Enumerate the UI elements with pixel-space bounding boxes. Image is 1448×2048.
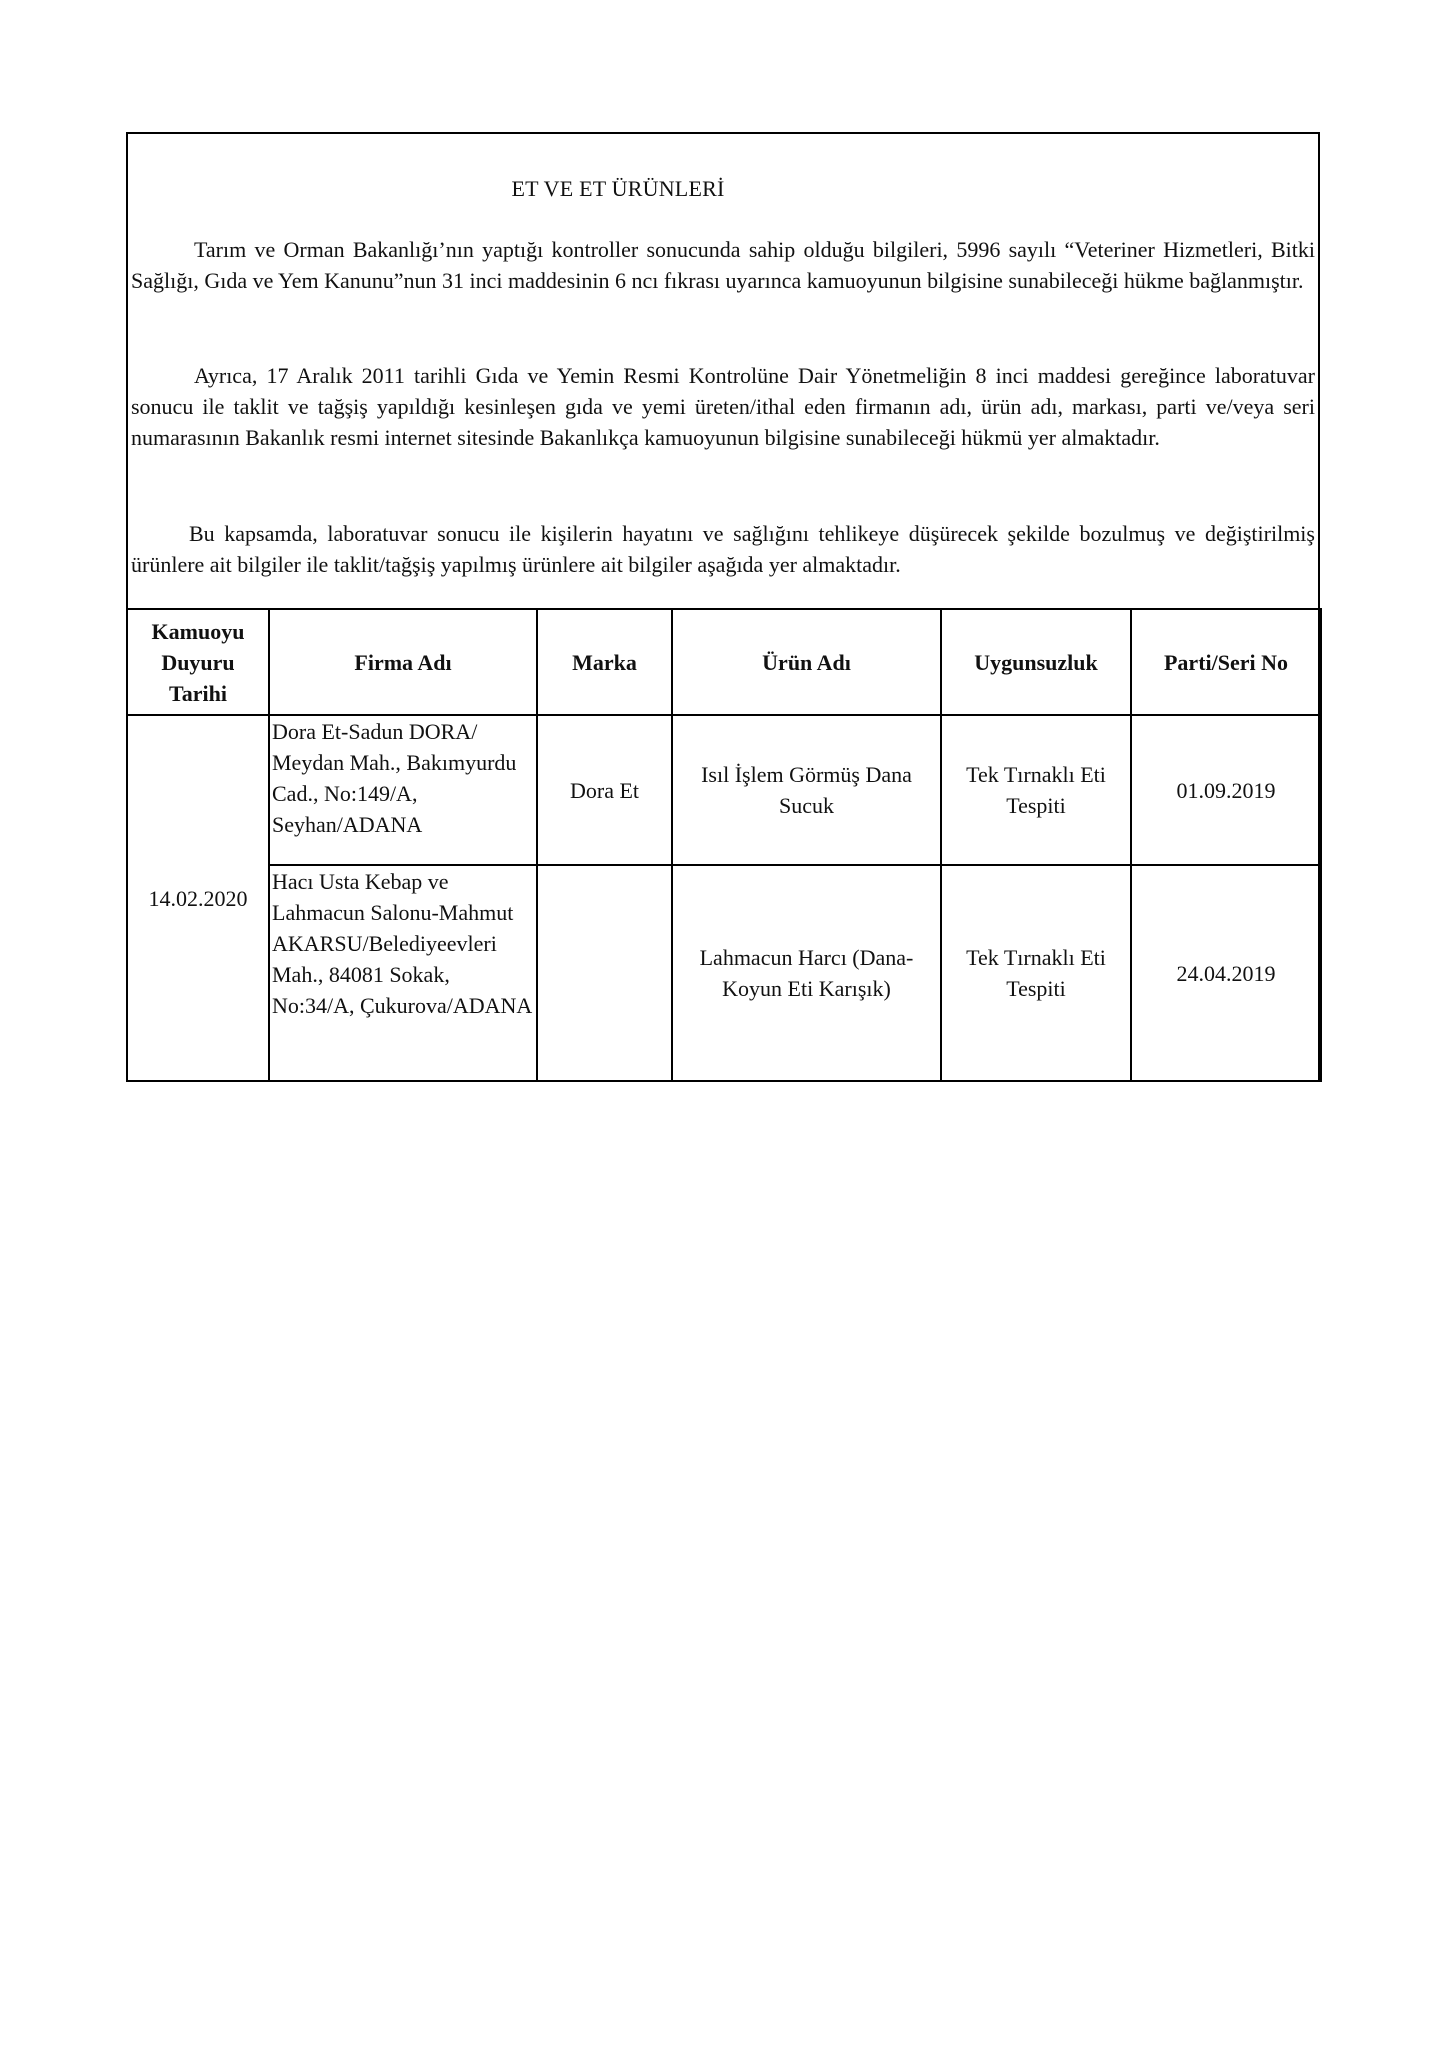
header-announcement-date: Kamuoyu Duyuru Tarihi — [127, 609, 269, 715]
announcement-table — [126, 608, 1322, 1082]
lot-number-cell: 01.09.2019 — [1131, 715, 1321, 865]
firm-name-cell: Hacı Usta Kebap ve Lahmacun Salonu-Mahmut AKARSU/Belediyeevleri Mah., 84081 Sokak, No:34/A, Çukurova/ADANA — [269, 865, 537, 1081]
nonconformity-cell: Tek Tırnaklı Eti Tespiti — [941, 715, 1131, 865]
table-header-row — [127, 609, 1321, 715]
lot-number-cell: 24.04.2019 — [1131, 865, 1321, 1081]
announcement-date-cell: 14.02.2020 — [127, 715, 269, 1081]
document-frame — [126, 132, 1320, 1082]
firm-name-cell: Dora Et-Sadun DORA/ Meydan Mah., Bakımyurdu Cad., No:149/A, Seyhan/ADANA — [269, 715, 537, 865]
header-product-name: Ürün Adı — [672, 609, 941, 715]
header-brand: Marka — [537, 609, 672, 715]
header-nonconformity: Uygunsuzluk — [941, 609, 1131, 715]
product-name-cell: Lahmacun Harcı (Dana-Koyun Eti Karışık) — [672, 865, 941, 1081]
brand-cell: Dora Et — [537, 715, 672, 865]
paragraph-scope: Bu kapsamda, laboratuvar sonucu ile kişilerin hayatını ve sağlığını tehlikeye düşürecek şekilde bozulmuş ve değiştirilmiş ürünlere ait bilgiler ile taklit/tağşiş yapılmış ürünlere ait bilgiler aşağıda yer almaktadır. — [131, 521, 1315, 577]
table-row — [127, 715, 1321, 865]
paragraph-regulation: Ayrıca, 17 Aralık 2011 tarihli Gıda ve Yemin Resmi Kontrolüne Dair Yönetmeliğin 8 inci maddesi gereğince laboratuvar sonucu ile taklit ve tağşiş yapıldığı kesinleşen gıda ve yemi üreten/ithal eden firmanın adı, ürün adı, markası, parti ve/veya seri numarasının Bakanlık resmi internet sitesinde Bakanlıkça kamuoyunun bilgisine sunabileceği hükmü yer almaktadır. — [131, 363, 1315, 450]
intro-section — [128, 134, 1318, 610]
header-firm-name: Firma Adı — [269, 609, 537, 715]
product-name-cell: Isıl İşlem Görmüş Dana Sucuk — [672, 715, 941, 865]
brand-cell — [537, 865, 672, 1081]
paragraph-law-reference: Tarım ve Orman Bakanlığı’nın yaptığı kontroller sonucunda sahip olduğu bilgileri, 5996 sayılı “Veteriner Hizmetleri, Bitki Sağlığı, Gıda ve Yem Kanunu”nun 31 inci maddesinin 6 ncı fıkrası uyarınca kamuoyunun bilgisine sunabileceği hükme bağlanmıştır. — [131, 237, 1315, 293]
nonconformity-cell: Tek Tırnaklı Eti Tespiti — [941, 865, 1131, 1081]
table-row — [127, 865, 1321, 1081]
header-lot-number: Parti/Seri No — [1131, 609, 1321, 715]
document-title: ET VE ET ÜRÜNLERİ — [511, 176, 725, 201]
